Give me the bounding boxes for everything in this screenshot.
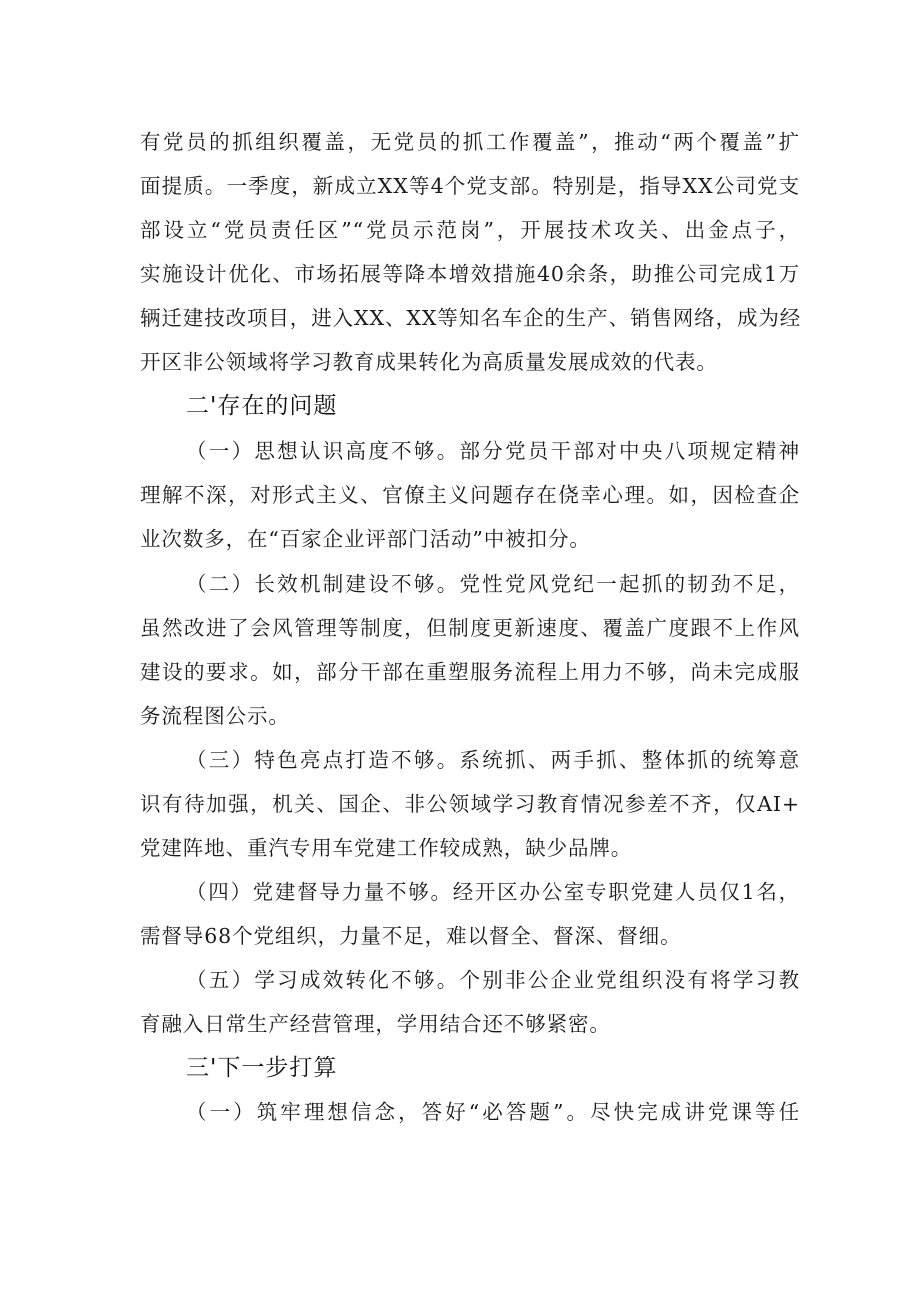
paragraph-line: 育融入日常生产经营管理，学用结合还不够紧密。 (140, 1012, 611, 1036)
paragraph-line: 虽然改进了会风管理等制度，但制度更新速度、覆盖广度跟不上作风 (140, 616, 800, 640)
paragraph-line: 务流程图公示。 (140, 704, 290, 728)
paragraph-line: 实施设计优化、市场拓展等降本增效措施40余条，助推公司完成1万 (140, 262, 800, 286)
paragraph-line: 需督导68个党组织，力量不足，难以督全、督深、督细。 (140, 924, 682, 948)
section-heading-problems: 二'存在的问题 (186, 393, 338, 419)
paragraph-line: （四）党建督导力量不够。经开区办公室专职党建人员仅1名， (186, 880, 800, 904)
paragraph-line: 理解不深，对形式主义、官僚主义问题存在侥幸心理。如，因检查企 (140, 483, 800, 507)
paragraph-line: 建设的要求。如，部分干部在重塑服务流程上用力不够，尚未完成服 (140, 660, 800, 684)
paragraph-line: 面提质。一季度，新成立XX等4个党支部。特别是，指导XX公司党支 (140, 174, 800, 198)
paragraph-line: 党建阵地、重汽专用车党建工作较成熟，缺少品牌。 (140, 836, 633, 860)
paragraph-line: （三）特色亮点打造不够。系统抓、两手抓、整体抓的统筹意 (186, 748, 800, 772)
paragraph-line: 开区非公领域将学习教育成果转化为高质量发展成效的代表。 (140, 350, 718, 374)
paragraph-line: 业次数多，在“百家企业评部门活动”中被扣分。 (140, 527, 591, 551)
paragraph-line: 识有待加强，机关、国企、非公领域学习教育情况参差不齐，仅AI+ (140, 792, 800, 816)
section-heading-next-steps: 三'下一步打算 (186, 1055, 338, 1081)
paragraph-line: 部设立“党员责任区”“党员示范岗”，开展技术攻关、出金点子， (140, 218, 800, 242)
paragraph-line: 有党员的抓组织覆盖，无党员的抓工作覆盖”，推动“两个覆盖”扩 (140, 130, 800, 154)
paragraph-line: 辆迁建技改项目，进入XX、XX等知名车企的生产、销售网络，成为经 (140, 306, 802, 330)
paragraph-line: （一）思想认识高度不够。部分党员干部对中央八项规定精神 (186, 439, 800, 463)
paragraph-line: （五）学习成效转化不够。个别非公企业党组织没有将学习教 (186, 968, 800, 992)
paragraph-line: （一）筑牢理想信念，答好“必答题”。尽快完成讲党课等任 (186, 1100, 800, 1124)
paragraph-line: （二）长效机制建设不够。党性党风党纪一起抓的韧劲不足， (186, 572, 800, 596)
